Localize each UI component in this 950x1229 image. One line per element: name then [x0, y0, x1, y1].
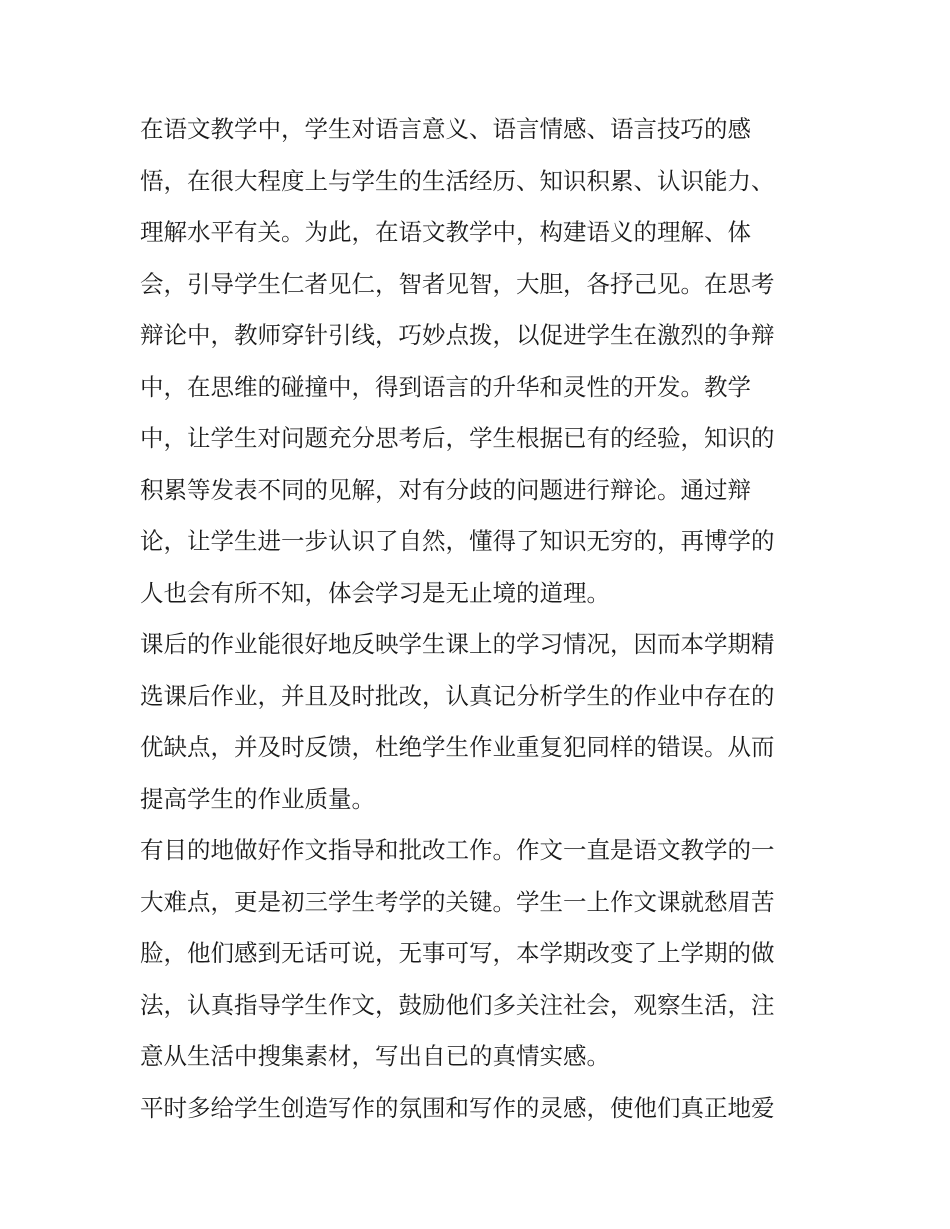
- text-line: 在语文教学中，学生对语言意义、语言情感、语言技巧的感: [140, 115, 751, 143]
- text-line: 会，引导学生仁者见仁，智者见智，大胆，各抒己见。在思考: [140, 269, 775, 298]
- text-line: 辩论中，教师穿针引线，巧妙点拨，以促进学生在激烈的争辩: [140, 321, 775, 349]
- text-line: 课后的作业能很好地反映学生课上的学习情况，因而本学期精: [140, 630, 775, 658]
- text-line: 中，在思维的碰撞中，得到语言的升华和灵性的开发。教学: [140, 372, 751, 401]
- text-line: 选课后作业，并且及时批改，认真记分析学生的作业中存在的: [140, 681, 775, 710]
- text-line: 平时多给学生创造写作的氛围和写作的灵感，使他们真正地爱: [140, 1093, 775, 1122]
- paragraph-4: [140, 1083, 820, 1135]
- text-line: 有目的地做好作文指导和批改工作。作文一直是语文教学的一: [140, 836, 775, 864]
- text-line: 积累等发表不同的见解，对有分歧的问题进行辩论。通过辩: [140, 475, 751, 504]
- paragraph-1: [140, 104, 820, 619]
- text-line: 脸，他们感到无话可说，无事可写，本学期改变了上学期的做: [140, 939, 775, 967]
- text-line: 法，认真指导学生作文，鼓励他们多关注社会，观察生活，注: [140, 990, 775, 1019]
- paragraph-3: [140, 825, 820, 1083]
- text-line: 优缺点，并及时反馈，杜绝学生作业重复犯同样的错误。从而: [140, 733, 775, 761]
- text-line: 论，让学生进一步认识了自然，懂得了知识无穷的，再博学的: [140, 527, 775, 555]
- paragraph-2: [140, 619, 820, 825]
- text-line: 大难点，更是初三学生考学的关键。学生一上作文课就愁眉苦: [140, 887, 775, 916]
- text-line: 理解水平有关。为此，在语文教学中，构建语义的理解、体: [140, 218, 751, 246]
- text-line: 人也会有所不知，体会学习是无止境的道理。: [140, 578, 610, 607]
- text-line: 意从生活中搜集素材，写出自已的真情实感。: [140, 1042, 610, 1070]
- document-body: [140, 104, 820, 1134]
- text-line: 中，让学生对问题充分思考后，学生根据已有的经验，知识的: [140, 424, 775, 452]
- text-line: 悟，在很大程度上与学生的生活经历、知识积累、认识能力、: [140, 166, 775, 195]
- text-line: 提高学生的作业质量。: [140, 784, 375, 813]
